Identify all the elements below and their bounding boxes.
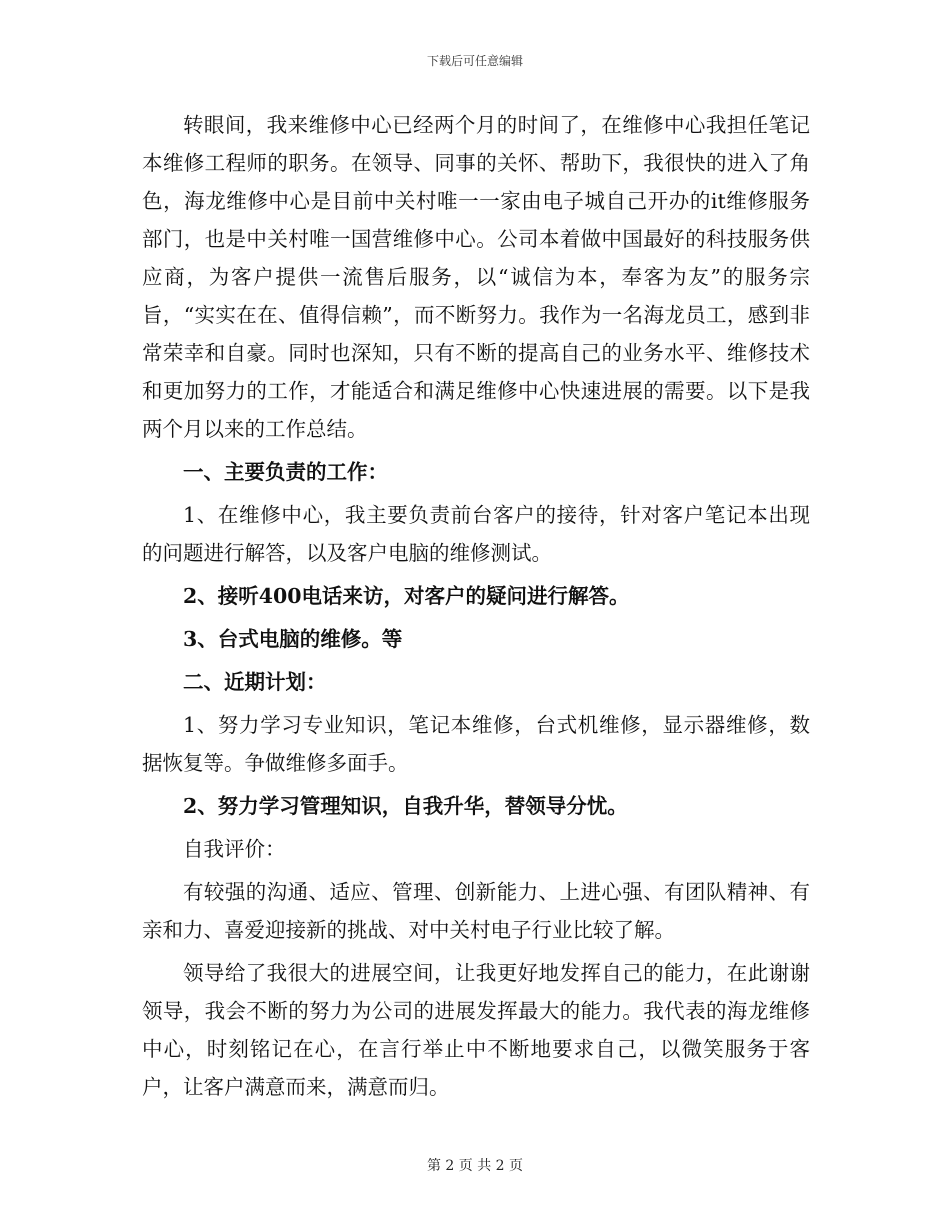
plan-item-2: 2、努力学习管理知识，自我升华，替领导分忧。 — [183, 794, 628, 818]
document-body — [142, 106, 810, 1106]
page-header: 下载后可任意编辑 — [426, 54, 523, 68]
intro-paragraph: 转眼间，我来维修中心已经两个月的时间了，在维修中心我担任笔记本维修工程师的职务。在领导、同事的关怀、帮助下，我很快的进入了角色，海龙维修中心是目前中关村唯一一家由电子城自己开办的it维修服务部门，也是中关村唯一国营维修中心。公司本着做中国最好的科技服务供应商，为客户提供一流售后服务，以“诚信为本，奉客为友”的服务宗旨，“实实在在、值得信赖”，而不断努力。我作为一名海龙员工，感到非常荣幸和自豪。同时也深知，只有不断的提高自己的业务水平、维修技术和更加努力的工作，才能适合和满足维修中心快速进展的需要。以下是我两个月以来的工作总结。 — [142, 113, 810, 441]
page-footer: 第 2 页 共 2 页 — [426, 1158, 524, 1174]
section-heading-duties: 一、主要负责的工作： — [183, 460, 388, 484]
closing-paragraph: 领导给了我很大的进展空间，让我更好地发挥自己的能力，在此谢谢领导，我会不断的努力为公司的进展发挥最大的能力。我代表的海龙维修中心，时刻铭记在心，在言行举止中不断地要求自己，以微笑服务于客户，让客户满意而来，满意而归。 — [142, 961, 810, 1099]
duty-item-1: 1、在维修中心，我主要负责前台客户的接待，针对客户笔记本出现的问题进行解答，以及客户电脑的维修测试。 — [142, 503, 810, 565]
duty-item-2: 2、接听400电话来访，对客户的疑问进行解答。 — [183, 584, 630, 608]
self-evaluation-text: 有较强的沟通、适应、管理、创新能力、上进心强、有团队精神、有亲和力、喜爱迎接新的挑战、对中关村电子行业比较了解。 — [142, 880, 810, 942]
section-heading-plan: 二、近期计划： — [183, 670, 327, 694]
duty-item-3: 3、台式电脑的维修。等 — [183, 627, 403, 651]
plan-item-1: 1、努力学习专业知识，笔记本维修，台式机维修，显示器维修，数据恢复等。争做维修多面手。 — [142, 713, 810, 775]
self-evaluation-heading: 自我评价： — [183, 837, 286, 861]
